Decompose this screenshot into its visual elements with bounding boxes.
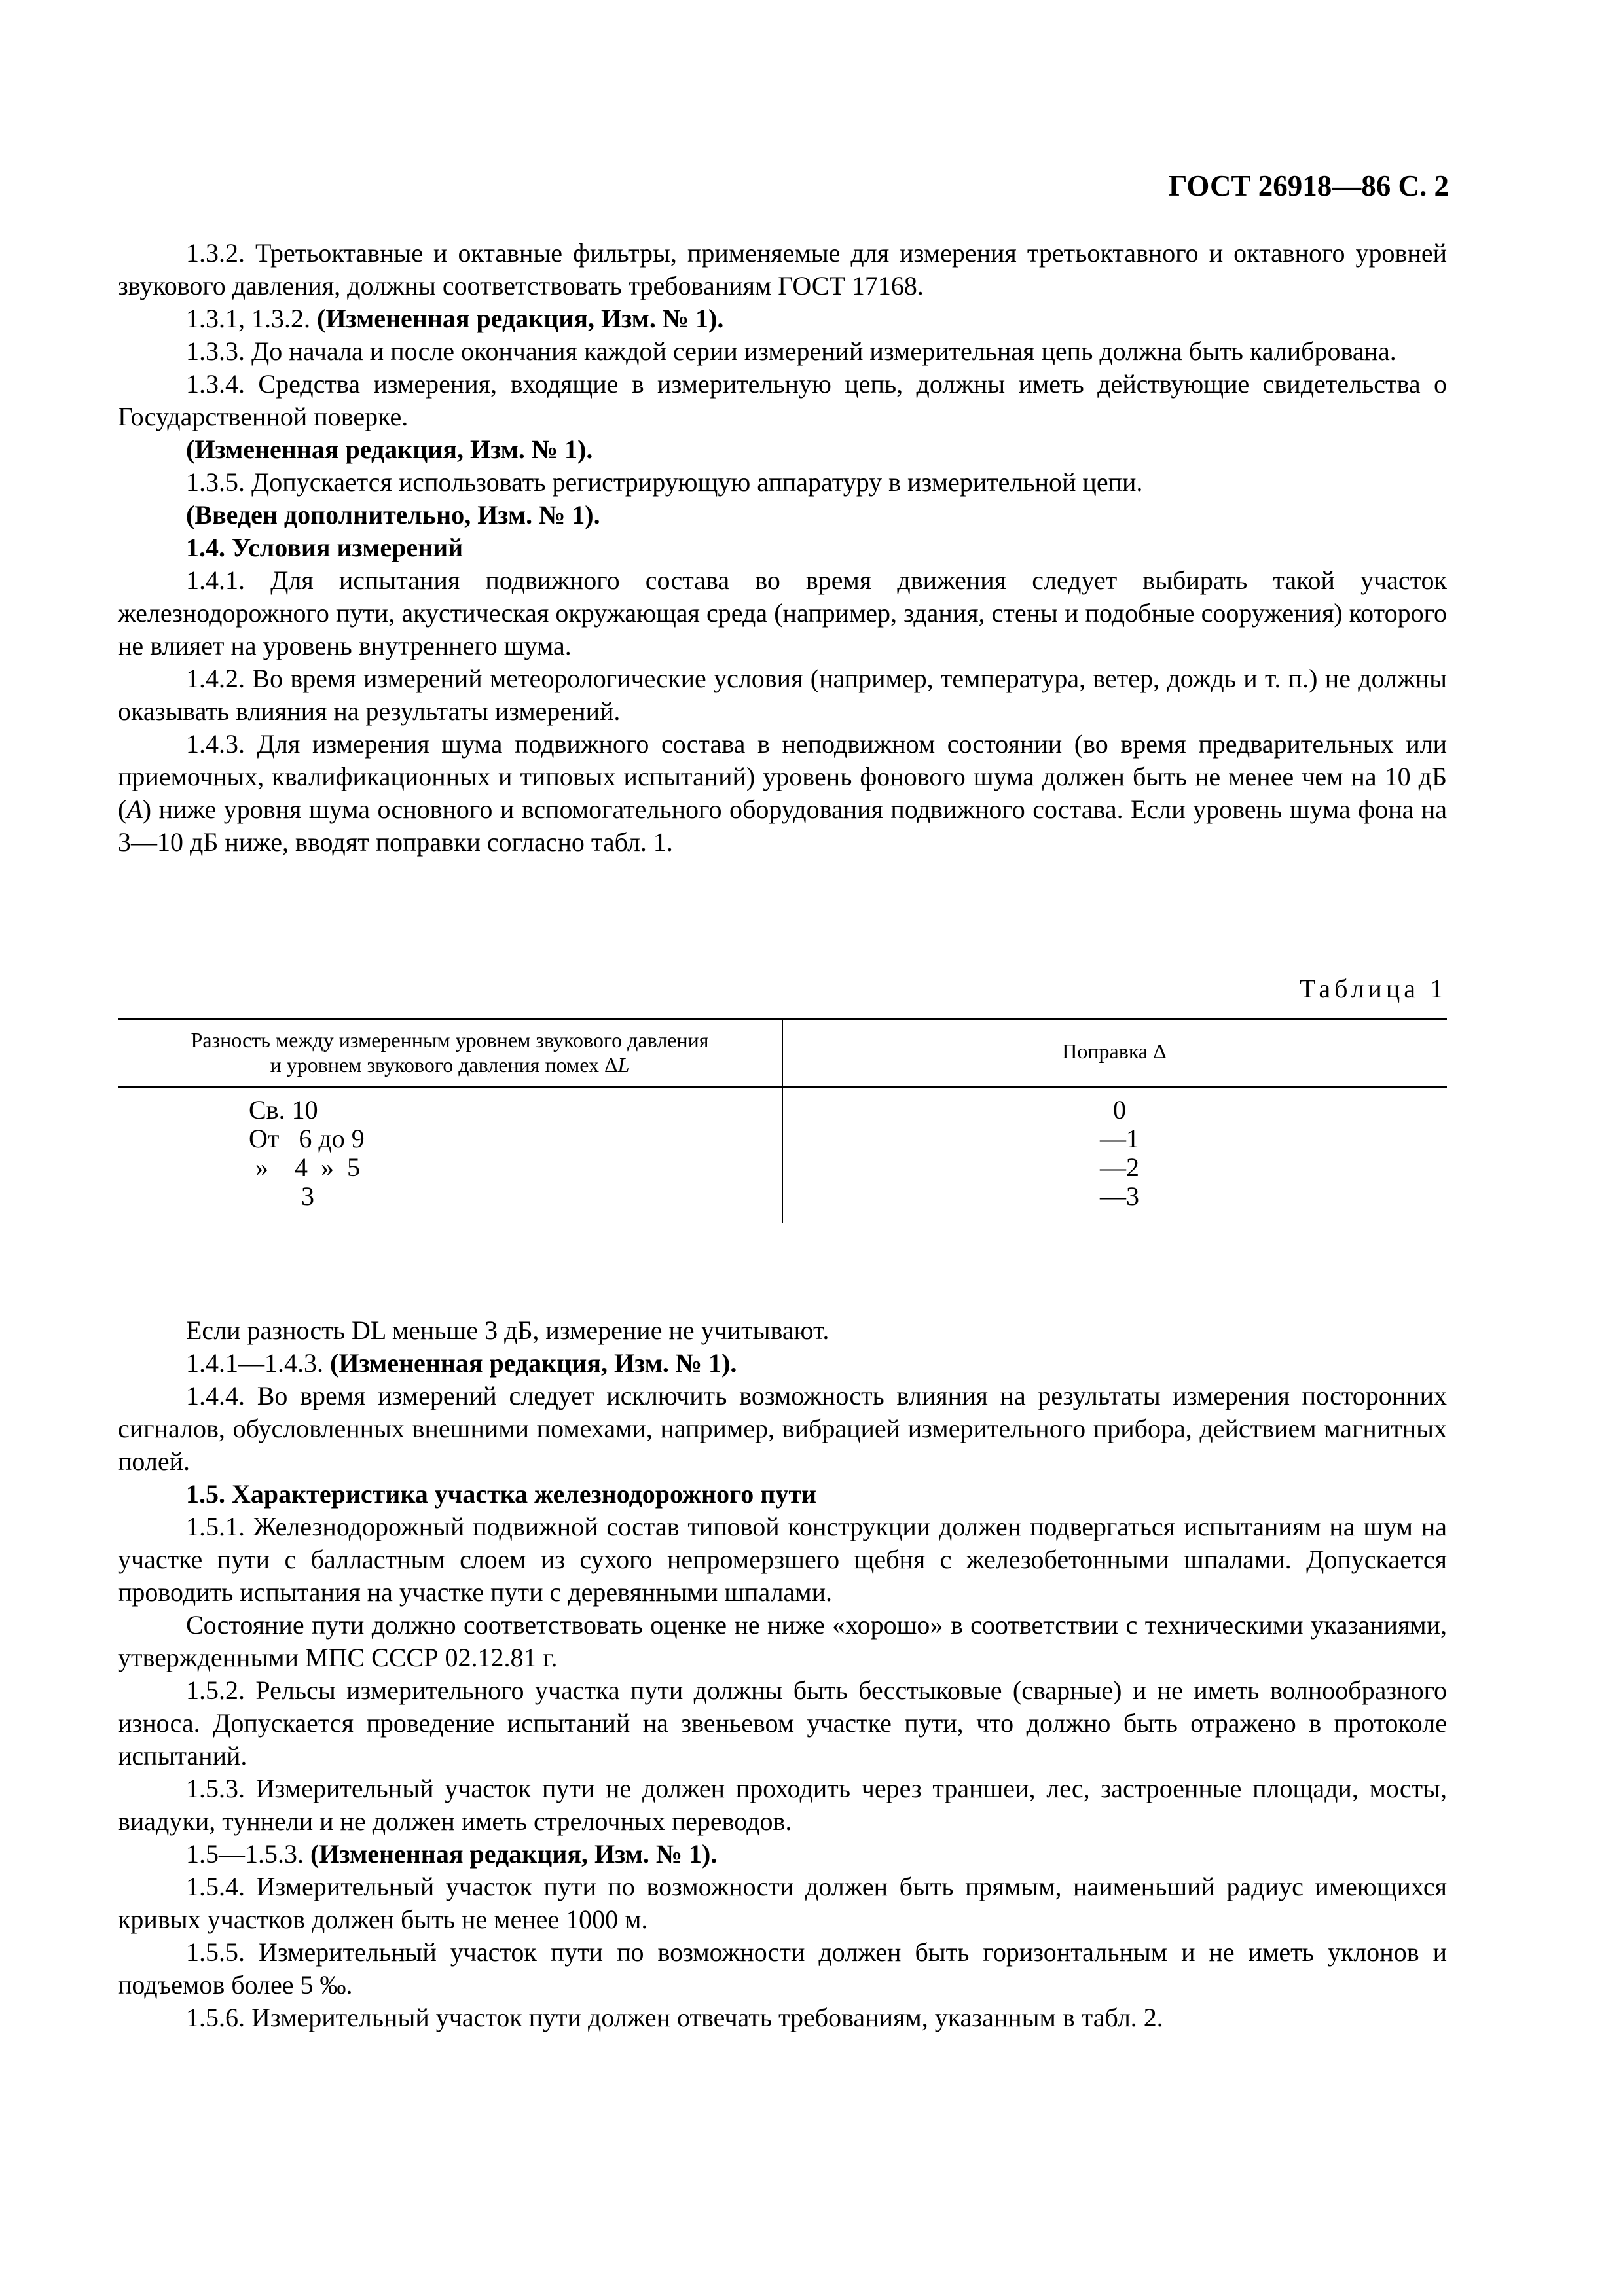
amendment-note: (Измененная редакция, Изм. № 1). [310,1839,718,1869]
amendment-ref: 1.5—1.5.3. [186,1839,304,1869]
paragraph-1-4-4: 1.4.4. Во время измерений следует исключить возможность влияния на результаты измерения посторонних сигналов, обусловленных внешними помехами, например, вибрацией измерительного прибора, действием магнитных полей. [118,1381,1447,1476]
table-header-left-line2: и уровнем звукового давления помех ΔL [270,1053,630,1077]
table-cell-right: 0 [1113,1095,1126,1124]
amendment-note: (Измененная редакция, Изм. № 1). [330,1348,737,1378]
paragraph-1-4-1: 1.4.1. Для испытания подвижного состава во время движения следует выбирать такой участок железнодорожного пути, акустическая окружающая среда (например, здания, стены и подобные сооружения) которого не влияет на уровень внутреннего шума. [118,565,1447,660]
paragraph-1-5-3: 1.5.3. Измерительный участок пути не должен проходить через траншеи, лес, застроенные площади, мосты, виадуки, туннели и не должен иметь стрелочных переводов. [118,1774,1447,1836]
document-body-top [118,237,1447,859]
amendment-ref: 1.4.1—1.4.3. [186,1348,323,1378]
paragraph-amendment-3 [118,1347,1447,1380]
table-cell-left: От 6 до 9 [249,1124,365,1153]
table-caption: Таблица 1 [1299,974,1447,1003]
table-cell-left: 3 [249,1181,314,1211]
paragraph-amendment-1 [118,302,1447,335]
table-1 [118,1018,1447,1223]
amendment-note: (Измененная редакция, Изм. № 1). [317,304,724,333]
table-cell-right: —3 [1100,1181,1139,1211]
paragraph-1-4-2: 1.4.2. Во время измерений метеорологические условия (например, температура, ветер, дождь и т. п.) не должны оказывать влияния на результаты измерений. [118,664,1447,726]
table-cell-right: —2 [1100,1153,1139,1182]
paragraph-1-3-2: 1.3.2. Третьоктавные и октавные фильтры, применяемые для измерения третьоктавного и октавного уровней звукового давления, должны соответствовать требованиям ГОСТ 17168. [118,238,1447,300]
document-body-bottom [118,1314,1447,2034]
paragraph-1-5-4: 1.5.4. Измерительный участок пути по возможности должен быть прямым, наименьший радиус имеющихся кривых участков должен быть не менее 1000 м. [118,1872,1447,1934]
table-header-left-line1: Разность между измеренным уровнем звукового давления [191,1028,709,1052]
paragraph-1-3-5: 1.3.5. Допускается использовать регистрирующую аппаратуру в измерительной цепи. [186,467,1143,497]
paragraph-1-5-5: 1.5.5. Измерительный участок пути по возможности должен быть горизонтальным и не иметь уклонов и подъемов более 5 ‰. [118,1937,1447,2000]
table-cell-right: —1 [1100,1124,1139,1153]
paragraph-1-3-3: 1.3.3. До начала и после окончания каждой серии измерений измерительная цепь должна быть калибрована. [186,336,1396,366]
paragraph-1-3-4: 1.3.4. Средства измерения, входящие в измерительную цепь, должны иметь действующие свидетельства о Государственной поверке. [118,369,1447,431]
paragraph-1-5-6: 1.5.6. Измерительный участок пути должен отвечать требованиям, указанным в табл. 2. [186,2003,1163,2032]
table-header-left [118,1028,782,1077]
paragraph-amendment-2: (Измененная редакция, Изм. № 1). [186,435,593,464]
table-header-right: Поправка Δ [1062,1039,1167,1063]
paragraph-addition-note: (Введен дополнительно, Изм. № 1). [186,500,600,529]
paragraph-amendment-4 [118,1838,1447,1871]
paragraph-1-5-1: 1.5.1. Железнодорожный подвижной состав типовой конструкции должен подвергаться испытаниям на шум на участке пути с балластным слоем из сухого непромерзшего щебня с железобетонными шпалами. Допускается проводить испытания на участке пути с деревянными шпалами. [118,1512,1447,1607]
text-part: 1.4.3. Для измерения шума подвижного состава в неподвижном состоянии (во время предварительных или приемочных, квалификационных и типовых испытаний) уровень фонового шума должен быть не менее чем на 10 дБ ( [118,729,1447,824]
section-heading-1-5: 1.5. Характеристика участка железнодорожного пути [186,1479,817,1509]
paragraph-1-4-3 [118,728,1447,859]
page-header-doc-id: ГОСТ 26918—86 С. 2 [1168,170,1449,202]
table-cell-left: Св. 10 [249,1095,318,1124]
amendment-ref: 1.3.1, 1.3.2. [186,304,310,333]
paragraph-track-condition: Состояние пути должно соответствовать оценке не ниже «хорошо» в соответствии с техническими указаниями, утвержденными МПС СССР 02.12.81 г. [118,1610,1447,1672]
table-cell-left: » 4 » 5 [249,1153,360,1182]
text-part: ) ниже уровня шума основного и вспомогательного оборудования подвижного состава. Если уровень шума фона на 3—10 дБ ниже, вводят поправки согласно табл. 1. [118,795,1447,857]
paragraph-1-5-2: 1.5.2. Рельсы измерительного участка пути должны быть бесстыковые (сварные) и не иметь волнообразного износа. Допускается проведение испытаний на звеньевом участке пути, что должно быть отражено в протоколе испытаний. [118,1676,1447,1770]
section-heading-1-4: 1.4. Условия измерений [186,533,464,562]
paragraph-dl-note: Если разность DL меньше 3 дБ, измерение не учитывают. [186,1316,830,1345]
text-italic: A [126,795,143,824]
